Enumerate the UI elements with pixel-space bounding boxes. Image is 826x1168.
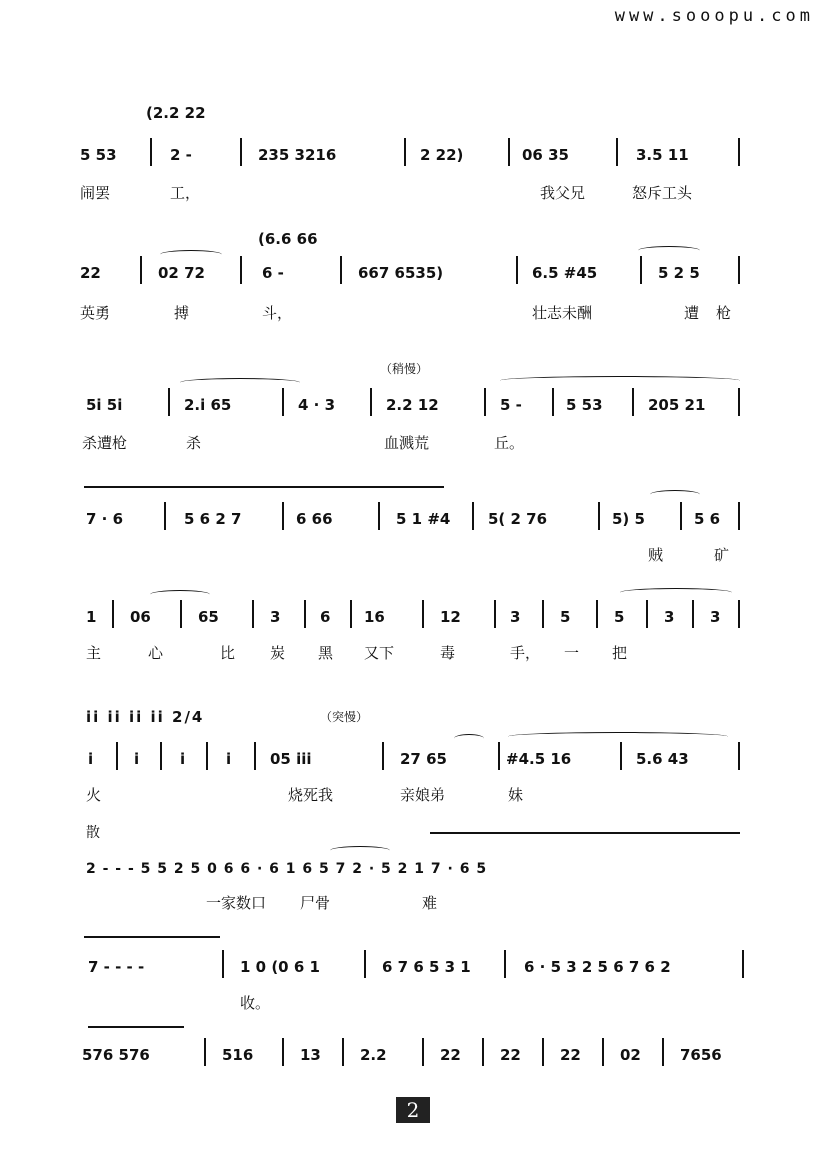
notes: 4 · 3 (298, 396, 336, 414)
notes: 6 - (262, 264, 284, 282)
barline (472, 502, 474, 530)
barline (602, 1038, 604, 1066)
tempo-annotation: （稍慢） (380, 362, 429, 376)
notes: 5 53 (566, 396, 603, 414)
lyric: 一家数口 (206, 894, 267, 912)
lyric: 枪 (716, 304, 732, 322)
barline (616, 138, 618, 166)
lyric: 心 (148, 644, 164, 662)
barline (742, 950, 744, 978)
notes: 3 (664, 608, 675, 626)
barline (404, 138, 406, 166)
notes: 1 0 (0 6 1 (240, 958, 320, 976)
lyric: 闹罢 (80, 184, 111, 202)
notes: 6.5 #45 (532, 264, 598, 282)
slur (330, 846, 390, 855)
notes: 2 22) (420, 146, 464, 164)
notes: 06 (130, 608, 151, 626)
prefix-notes: (6.6 66 (258, 230, 318, 248)
notes: 2.2 (360, 1046, 387, 1064)
barline (364, 950, 366, 978)
notes: 3 (710, 608, 721, 626)
notes: 2.2 12 (386, 396, 439, 414)
notes: 576 576 (82, 1046, 150, 1064)
lyric: 一 (564, 644, 580, 662)
barline (640, 256, 642, 284)
barline (484, 388, 486, 416)
barline (370, 388, 372, 416)
tie-line (84, 936, 220, 938)
barline (304, 600, 306, 628)
site-watermark: www.sooopu.com (614, 6, 814, 26)
barline (222, 950, 224, 978)
barline (738, 742, 740, 770)
notes: 1 (86, 608, 97, 626)
barline (646, 600, 648, 628)
notes: 22 (80, 264, 101, 282)
barline (552, 388, 554, 416)
notes: 22 (440, 1046, 461, 1064)
lyric: 我父兄 (540, 184, 586, 202)
barline (498, 742, 500, 770)
barline (542, 1038, 544, 1066)
barline (738, 600, 740, 628)
notes: 3 (270, 608, 281, 626)
page-number: 2 (396, 1097, 430, 1123)
lyric: 妹 (508, 786, 524, 804)
notes: 5 53 (80, 146, 117, 164)
barline (482, 1038, 484, 1066)
notes: 6 66 (296, 510, 333, 528)
barline (168, 388, 170, 416)
barline (662, 1038, 664, 1066)
notes: 12 (440, 608, 461, 626)
barline (150, 138, 152, 166)
lyric: 杀 (186, 434, 202, 452)
tie-line (430, 832, 740, 834)
slur (638, 246, 700, 255)
barline (350, 600, 352, 628)
notes: 3.5 11 (636, 146, 689, 164)
lyric: 遭 (684, 304, 700, 322)
lyric: 火 (86, 786, 102, 804)
notes: 2.i 65 (184, 396, 232, 414)
lyric: 工， (170, 184, 201, 202)
notes: 5 6 (694, 510, 721, 528)
barline (598, 502, 600, 530)
notes: #4.5 16 (506, 750, 572, 768)
barline (494, 600, 496, 628)
notes: 2 - (170, 146, 192, 164)
tempo-annotation: （突慢） (320, 710, 369, 724)
barline (620, 742, 622, 770)
lyric: 比 (220, 644, 236, 662)
notes: 06 35 (522, 146, 569, 164)
lyric: 炭 (270, 644, 286, 662)
slur (160, 250, 222, 259)
tie-line (88, 1026, 184, 1028)
notes: 7 - - - - (88, 958, 145, 976)
prefix-notes: (2.2 22 (146, 104, 206, 122)
prefix-notes: ii ii ii ii 2/4 (86, 708, 205, 726)
lyric: 主 (86, 644, 102, 662)
barline (112, 600, 114, 628)
barline (508, 138, 510, 166)
lyric: 杀遭枪 (82, 434, 128, 452)
notes: 27 65 (400, 750, 447, 768)
barline (596, 600, 598, 628)
notes: 5 6 2 7 (184, 510, 242, 528)
notes: 235 3216 (258, 146, 337, 164)
barline (422, 600, 424, 628)
slur (650, 490, 700, 499)
lyric: 英勇 (80, 304, 111, 322)
lyric: 丘。 (494, 434, 525, 452)
barline (206, 742, 208, 770)
notes: 02 72 (158, 264, 205, 282)
slur (508, 732, 728, 741)
notes: 5 (614, 608, 625, 626)
lyric: 贼 (648, 546, 664, 564)
tempo-annotation: 散 (86, 825, 100, 841)
barline (342, 1038, 344, 1066)
barline (240, 138, 242, 166)
notes: 6 7 6 5 3 1 (382, 958, 471, 976)
notes: 7 · 6 (86, 510, 124, 528)
notes: 5 - (500, 396, 522, 414)
notes: 516 (222, 1046, 254, 1064)
barline (164, 502, 166, 530)
barline (692, 600, 694, 628)
notes: 22 (560, 1046, 581, 1064)
notes: 5 1 #4 (396, 510, 451, 528)
barline (160, 742, 162, 770)
notes: 65 (198, 608, 219, 626)
notes: 5.6 43 (636, 750, 689, 768)
notes: 205 21 (648, 396, 706, 414)
barline (378, 502, 380, 530)
barline (140, 256, 142, 284)
lyric: 搏 (174, 304, 190, 322)
notes: i (88, 750, 94, 768)
barline (516, 256, 518, 284)
tie-line (84, 486, 444, 488)
notes: i (134, 750, 140, 768)
barline (282, 502, 284, 530)
lyric: 把 (612, 644, 628, 662)
notes: 6 · 5 3 2 5 6 7 6 2 (524, 958, 671, 976)
lyric: 黑 (318, 644, 334, 662)
barline (422, 1038, 424, 1066)
lyric: 血溅荒 (384, 434, 430, 452)
notes: i (226, 750, 232, 768)
notes: 667 6535) (358, 264, 444, 282)
notes: 16 (364, 608, 385, 626)
slur (454, 734, 484, 743)
slur (500, 376, 740, 385)
lyric: 毒 (440, 644, 456, 662)
barline (204, 1038, 206, 1066)
barline (738, 502, 740, 530)
barline (340, 256, 342, 284)
barline (382, 742, 384, 770)
barline (240, 256, 242, 284)
barline (542, 600, 544, 628)
barline (180, 600, 182, 628)
lyric: 矿 (714, 546, 730, 564)
notes: 5 (560, 608, 571, 626)
notes: i (180, 750, 186, 768)
barline (504, 950, 506, 978)
barline (252, 600, 254, 628)
lyric: 又下 (364, 644, 395, 662)
barline (680, 502, 682, 530)
slur (620, 588, 732, 597)
notes: 7656 (680, 1046, 722, 1064)
barline (738, 138, 740, 166)
lyric: 难 (422, 894, 438, 912)
notes: 3 (510, 608, 521, 626)
notes: 05 iii (270, 750, 312, 768)
notes: 02 (620, 1046, 641, 1064)
barline (282, 388, 284, 416)
lyric: 亲娘弟 (400, 786, 446, 804)
lyric: 怒斥工头 (632, 184, 693, 202)
lyric: 收。 (240, 994, 271, 1012)
barline (116, 742, 118, 770)
lyric: 手， (510, 644, 541, 662)
slur (180, 378, 300, 387)
barline (632, 388, 634, 416)
lyric: 斗， (262, 304, 293, 322)
notes: 2 - - - 5 5 2 5 0 6 6 · 6 1 6 5 7 2 · 5 2 1 7 · 6 5 (86, 861, 488, 877)
notes: 22 (500, 1046, 521, 1064)
lyric: 烧死我 (288, 786, 334, 804)
barline (738, 388, 740, 416)
notes: 5( 2 76 (488, 510, 548, 528)
lyric: 尸骨 (300, 894, 331, 912)
notes: 5) 5 (612, 510, 645, 528)
slur (150, 590, 210, 599)
barline (282, 1038, 284, 1066)
notes: 13 (300, 1046, 321, 1064)
notes: 5i 5i (86, 396, 123, 414)
lyric: 壮志未酬 (532, 304, 593, 322)
notes: 5 2 5 (658, 264, 700, 282)
barline (254, 742, 256, 770)
notes: 6 (320, 608, 331, 626)
barline (738, 256, 740, 284)
